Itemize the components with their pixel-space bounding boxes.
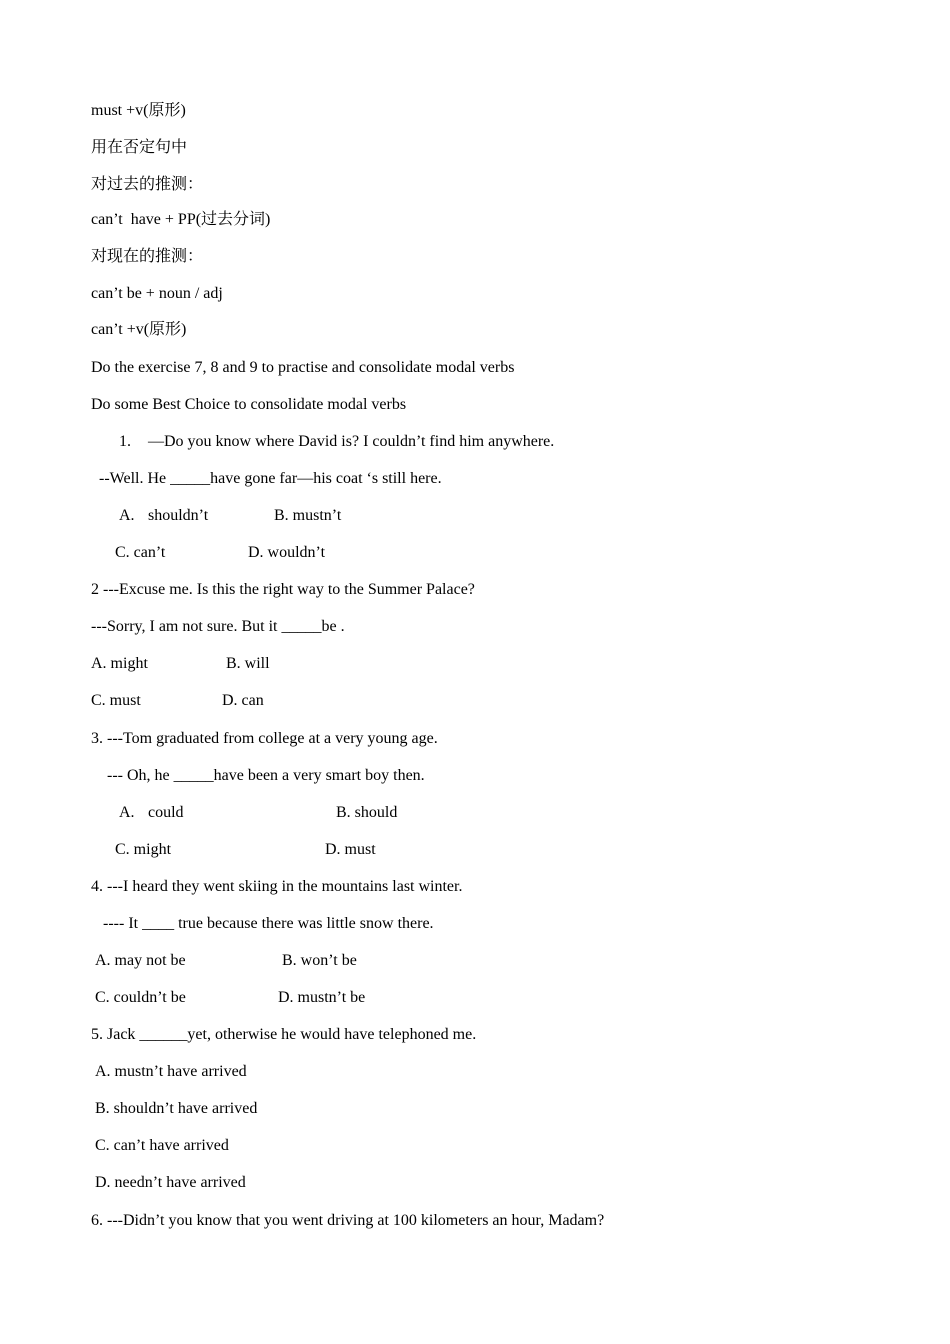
note-present-inference: 对现在的推测： [91, 248, 204, 265]
instruction-exercise: Do the exercise 7, 8 and 9 to practise and consolidate modal verbs [91, 359, 515, 376]
note-cant-have-pp: can’t have + PP(过去分词) [91, 211, 271, 228]
q4-answer-line: ---- It ____ true because there was little snow there. [103, 915, 434, 932]
q6-question: 6. ---Didn’t you know that you went driving at 100 kilometers an hour, Madam? [91, 1212, 605, 1229]
note-used-in-negative: 用在否定句中 [91, 139, 188, 156]
q1-number: 1. [119, 433, 131, 450]
q1-answer-line: --Well. He _____have gone far—his coat ‘s still here. [99, 470, 442, 487]
q4-option-b: B. won’t be [282, 952, 357, 969]
q3-option-b: B. should [336, 804, 398, 821]
q1-option-a-letter: A. [119, 507, 135, 524]
note-past-inference: 对过去的推测： [91, 176, 204, 193]
q3-option-a: could [148, 804, 184, 821]
q5-option-b: B. shouldn’t have arrived [95, 1100, 258, 1117]
q5-option-a: A. mustn’t have arrived [95, 1063, 247, 1080]
q2-option-b: B. will [226, 655, 270, 672]
q3-option-c: C. might [115, 841, 172, 858]
q4-option-a: A. may not be [95, 952, 186, 969]
q5-question: 5. Jack ______yet, otherwise he would have telephoned me. [91, 1026, 477, 1043]
q1-option-a: shouldn’t [148, 507, 209, 524]
q3-question: 3. ---Tom graduated from college at a very young age. [91, 730, 438, 747]
q5-option-d: D. needn’t have arrived [95, 1174, 246, 1191]
q1-question: —Do you know where David is? I couldn’t find him anywhere. [148, 433, 555, 450]
note-cant-base: can’t +v(原形) [91, 321, 187, 338]
q1-option-c: C. can’t [115, 544, 166, 561]
q2-option-c: C. must [91, 692, 141, 709]
q2-option-a: A. might [91, 655, 148, 672]
q2-option-d: D. can [222, 692, 264, 709]
q3-option-d: D. must [325, 841, 376, 858]
q1-option-b: B. mustn’t [274, 507, 342, 524]
q4-option-c: C. couldn’t be [95, 989, 186, 1006]
q4-option-d: D. mustn’t be [278, 989, 366, 1006]
q2-answer-line: ---Sorry, I am not sure. But it _____be . [91, 618, 345, 635]
q5-option-c: C. can’t have arrived [95, 1137, 229, 1154]
q3-answer-line: --- Oh, he _____have been a very smart boy then. [107, 767, 425, 784]
instruction-best-choice: Do some Best Choice to consolidate modal verbs [91, 396, 407, 413]
note-must-base: must +v(原形) [91, 102, 186, 119]
q4-question: 4. ---I heard they went skiing in the mountains last winter. [91, 878, 463, 895]
q2-question: 2 ---Excuse me. Is this the right way to the Summer Palace? [91, 581, 475, 598]
q3-option-a-letter: A. [119, 804, 135, 821]
q1-option-d: D. wouldn’t [248, 544, 326, 561]
note-cant-be: can’t be + noun / adj [91, 285, 223, 302]
